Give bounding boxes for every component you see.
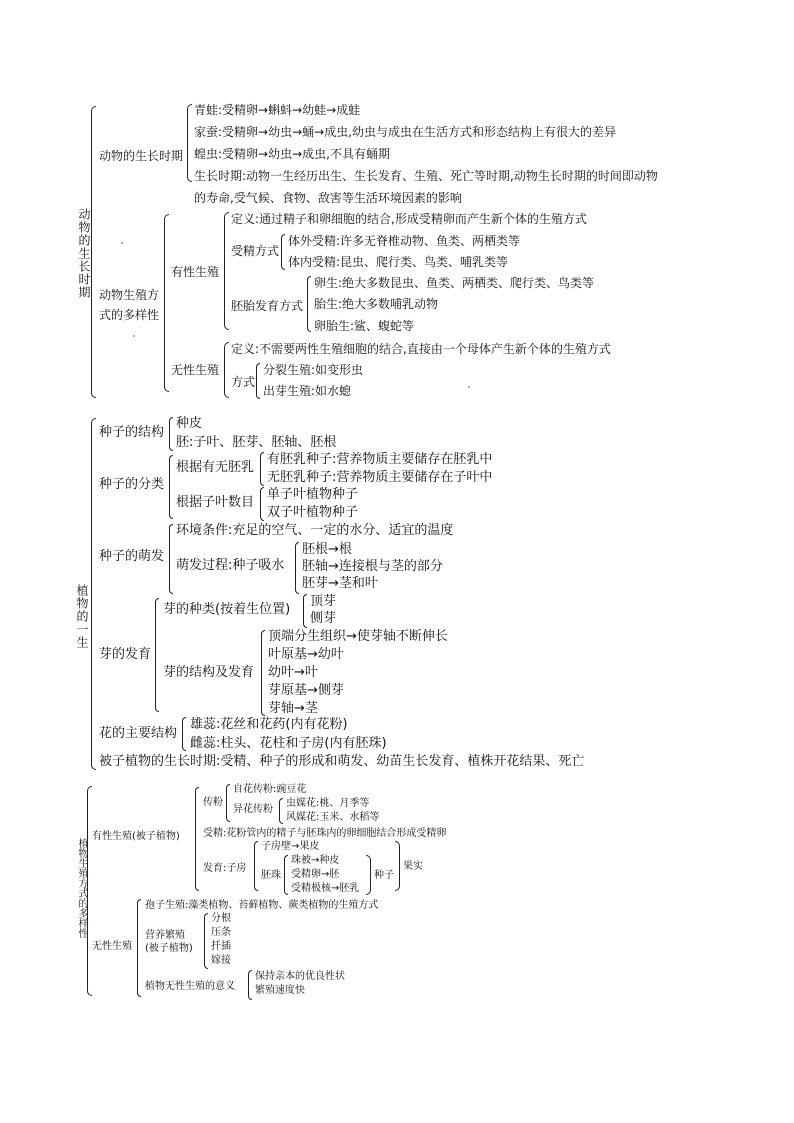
bracket-cotyledon — [260, 487, 264, 521]
keep-traits: 保持亲本的优良性状 — [255, 971, 345, 982]
plant-repro-section-title: 植物生殖方式的多样性 — [76, 838, 87, 938]
lateral-bud: 侧芽 — [310, 611, 337, 626]
bracket-cross — [279, 798, 283, 824]
bracket-growth — [187, 104, 192, 182]
bracket-seed-structure — [169, 417, 173, 451]
budding: 出芽生殖:如水螅 — [263, 384, 352, 398]
embryo-dev-label: 胚胎发育方式 — [231, 299, 304, 313]
locust-line: 蝗虫:受精卵→幼虫→成虫,不具有蛹期 — [194, 147, 390, 161]
bracket-plant-sexual — [195, 787, 199, 891]
wind-pollinated: 风媒花:玉米、水稻等 — [286, 812, 380, 823]
scan-speck — [133, 335, 135, 337]
plumule: 胚芽→茎和叶 — [302, 576, 378, 591]
plant-section-title: 植物的一生 — [75, 584, 89, 649]
by-endosperm: 根据有无胚乳 — [176, 460, 255, 475]
development-ovary: 发育:子房 — [203, 863, 247, 874]
with-endosperm: 有胚乳种子:营养物质主要储存在胚乳中 — [267, 452, 493, 467]
animal-repro-label-2: 式的多样性 — [99, 308, 160, 322]
bracket-veg-prop — [204, 913, 208, 969]
external-fertilization: 体外受精:许多无脊椎动物、鱼类、两栖类等 — [288, 234, 521, 248]
growth-period-line2: 的寿命,受气候、食物、敌害等生活环境因素的影响 — [194, 191, 462, 205]
veg-prop-label-1: 营养繁殖 — [145, 930, 185, 941]
flower-structure-label: 花的主要结构 — [99, 726, 178, 741]
bracket-meaning — [248, 970, 252, 1000]
right-bracket-fruit — [395, 841, 400, 891]
bracket-pollination — [226, 784, 230, 822]
bracket-asexual — [224, 342, 229, 398]
angiosperm-growth: 被子植物的生长时期:受精、种子的形成和萌发、幼苗生长发育、植株开花结果、死亡 — [99, 754, 585, 769]
animal-section-title: 动物的生长时期 — [77, 208, 91, 299]
stamen: 雄蕊:花丝和花药(内有花粉) — [190, 717, 348, 732]
seed-result: 种子 — [374, 870, 394, 881]
fertilization-label: 受精方式 — [231, 244, 280, 258]
germination-process: 萌发过程:种子吸水 — [176, 558, 285, 573]
asexual-meaning-label: 植物无性生殖的意义 — [145, 981, 235, 992]
without-endosperm: 无胚乳种子:营养物质主要储存在子叶中 — [267, 470, 493, 485]
seed-class-label: 种子的分类 — [99, 477, 165, 492]
fast-reproduction: 繁殖速度快 — [255, 985, 305, 996]
asexual-mode-label: 方式 — [231, 375, 256, 389]
bud-dev-label: 芽的发育 — [99, 647, 152, 662]
polar-nuclei: 受精极核→胚乳 — [291, 883, 360, 894]
bracket-plant-asexual — [137, 899, 141, 997]
internal-fertilization: 体内受精:昆虫、爬行类、鸟类、哺乳类等 — [288, 255, 509, 269]
young-leaf: 幼叶→叶 — [268, 665, 318, 680]
bud-types-label: 芽的种类(按着生位置) — [163, 602, 291, 617]
bracket-ovule — [284, 855, 288, 895]
plant-sexual-label: 有性生殖(被子植物) — [92, 831, 180, 842]
insect-pollinated: 虫媒花:桃、月季等 — [286, 798, 370, 809]
bracket-bud — [155, 598, 159, 712]
ovoviviparous: 卵胎生:鲨、蝮蛇等 — [314, 319, 415, 333]
cross-pollination: 异花传粉 — [233, 804, 273, 815]
ovary-wall: 子房壁→果皮 — [261, 841, 320, 852]
fruit-result: 果实 — [403, 861, 423, 872]
veg-prop-label-2: (被子植物) — [145, 943, 193, 954]
seed-coat: 种皮 — [176, 416, 203, 431]
asexual-definition: 定义:不需要两性生殖细胞的结合,直接由一个母体产生新个体的生殖方式 — [231, 342, 611, 356]
leaf-primordium: 叶原基→幼叶 — [268, 647, 344, 662]
bracket-process — [295, 542, 299, 594]
oviparous: 卵生:绝大多数昆虫、鱼类、两栖类、爬行类、鸟类等 — [314, 276, 595, 290]
plant-fertilization: 受精:花粉管内的精子与胚珠内的卵细胞结合形成受精卵 — [203, 828, 447, 839]
division: 分根 — [211, 913, 231, 924]
grafting: 嫁接 — [211, 955, 231, 966]
sexual-repro-label: 有性生殖 — [171, 265, 220, 279]
bracket-bud-structure — [261, 630, 265, 716]
sexual-definition: 定义:通过精子和卵细胞的结合,形成受精卵而产生新个体的生殖方式 — [231, 212, 587, 226]
animal-repro-label-1: 动物生殖方 — [99, 288, 160, 302]
growth-period-line1: 生长时期:动物一生经历出生、生长发育、生殖、死亡等时期,动物生长时期的时间即动物 — [194, 169, 658, 183]
layering: 压条 — [211, 927, 231, 938]
bracket-seed-class — [169, 455, 173, 519]
by-cotyledon: 根据子叶数目 — [176, 495, 255, 510]
zygote: 受精卵→胚 — [291, 869, 340, 880]
bracket-sexual — [224, 212, 229, 330]
bracket-ovary — [254, 841, 258, 891]
bracket-animal — [91, 106, 96, 398]
bracket-endosperm — [260, 452, 264, 486]
pistil: 雌蕊:柱头、花柱和子房(内有胚珠) — [190, 736, 387, 751]
scan-speck — [468, 386, 470, 388]
germination-conditions: 环境条件:充足的空气、一定的水分、适宜的温度 — [176, 523, 454, 538]
seed-embryo: 胚:子叶、胚芽、胚轴、胚根 — [176, 435, 337, 450]
fission: 分裂生殖:如变形虫 — [263, 363, 364, 377]
viviparous: 胎生:绝大多数哺乳动物 — [314, 297, 439, 311]
asexual-repro-label: 无性生殖 — [171, 363, 220, 377]
hypocotyl: 胚轴→连接根与茎的部分 — [302, 559, 443, 574]
bracket-flower — [182, 717, 186, 751]
terminal-bud: 顶芽 — [310, 594, 337, 609]
frog-line: 青蛙:受精卵→蝌蚪→幼蛙→成蛙 — [194, 103, 361, 117]
seed-structure-label: 种子的结构 — [99, 425, 165, 440]
radicle: 胚根→根 — [302, 542, 352, 557]
bracket-embryo — [307, 276, 311, 332]
germination-label: 种子的萌发 — [99, 549, 165, 564]
cutting: 扦插 — [211, 941, 231, 952]
bracket-germination — [169, 524, 173, 594]
dicot: 双子叶植物种子 — [267, 505, 359, 520]
bracket-plant — [91, 418, 96, 770]
growth-period-label: 动物的生长时期 — [99, 149, 184, 163]
plant-asexual-label: 无性生殖 — [92, 941, 132, 952]
pollination-label: 传粉 — [203, 797, 223, 808]
bud-structure-label: 芽的结构及发育 — [163, 665, 255, 680]
bud-primordium: 芽原基→侧芽 — [268, 683, 344, 698]
ovule-label: 胚珠 — [261, 870, 281, 881]
silkworm-line: 家蚕:受精卵→幼虫→蛹→成虫,幼虫与成虫在生活方式和形态结构上有很大的差异 — [194, 125, 617, 139]
bracket-bud-types — [303, 594, 307, 628]
right-bracket-seed — [366, 855, 371, 895]
scan-speck — [121, 242, 123, 244]
bracket-fertilization — [281, 234, 285, 270]
self-pollination: 自花传粉:豌豆花 — [233, 784, 307, 795]
monocot: 单子叶植物种子 — [267, 487, 359, 502]
apical-meristem: 顶端分生组织→使芽轴不断伸长 — [268, 629, 448, 644]
bud-axis: 芽轴→茎 — [268, 701, 318, 716]
bracket-plant-repro — [87, 786, 92, 996]
spore-repro: 孢子生殖:藻类植物、苔藓植物、蕨类植物的生殖方式 — [145, 900, 379, 911]
bracket-animal-repro — [164, 214, 169, 392]
integument: 珠被→种皮 — [291, 855, 340, 866]
bracket-asexual-mode — [256, 363, 260, 399]
